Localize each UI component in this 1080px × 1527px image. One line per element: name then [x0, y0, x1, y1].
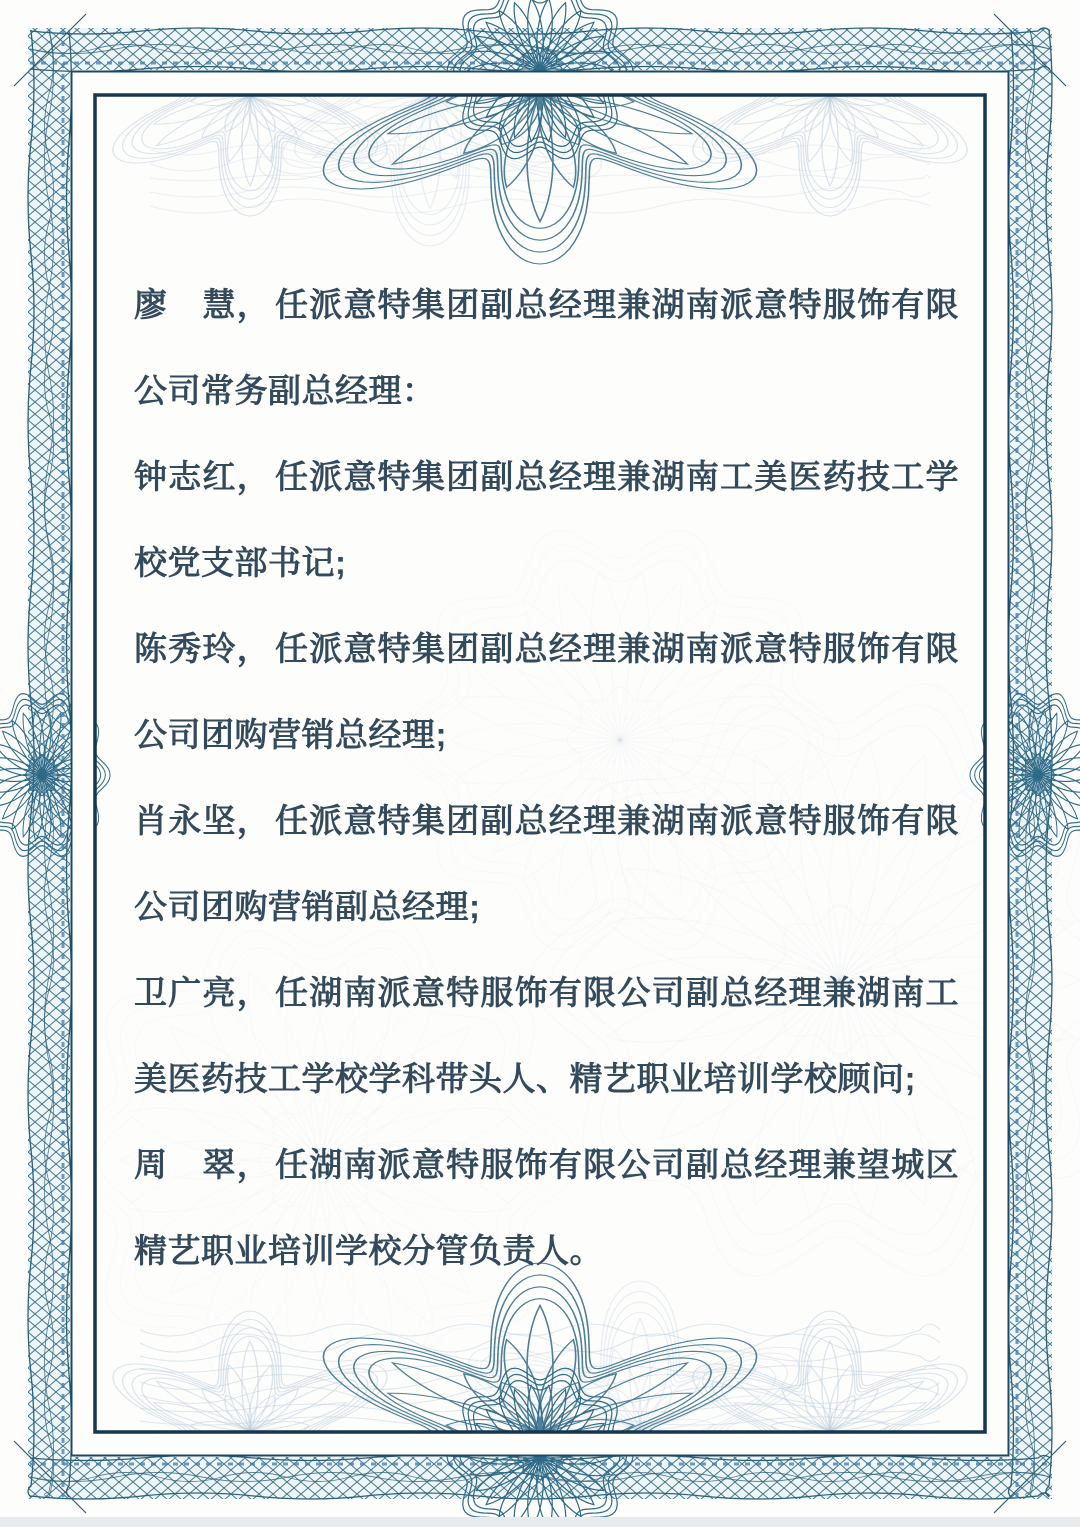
- person-title: 任派意特集团副总经理兼湖南工美医药技工学校党支部书记;: [134, 458, 960, 581]
- person-name: 陈秀玲，: [134, 630, 271, 667]
- person-title: 任湖南派意特服饰有限公司副总经理兼望城区精艺职业培训学校分管负责人。: [134, 1146, 960, 1269]
- person-title: 任派意特集团副总经理兼湖南派意特服饰有限公司团购营销副总经理;: [134, 802, 960, 925]
- appointment-entry: [134, 606, 959, 778]
- appointment-entry: [134, 950, 959, 1122]
- person-title: 任派意特集团副总经理兼湖南派意特服饰有限公司团购营销总经理;: [134, 630, 960, 753]
- person-name: 周 翠，: [134, 1146, 271, 1183]
- person-name: 钟志红，: [134, 458, 271, 495]
- person-title: 任派意特集团副总经理兼湖南派意特服饰有限公司常务副总经理：: [134, 286, 960, 409]
- person-name: 肖永坚，: [134, 802, 271, 839]
- person-name: 卫广亮，: [134, 974, 271, 1011]
- appointment-list: [134, 262, 959, 1294]
- appointment-entry: [134, 778, 959, 950]
- person-name: 廖 慧，: [134, 286, 271, 323]
- appointment-entry: [134, 1122, 959, 1294]
- person-title: 任湖南派意特服饰有限公司副总经理兼湖南工美医药技工学校学科带头人、精艺职业培训学校顾问;: [134, 974, 960, 1097]
- appointment-entry: [134, 434, 959, 606]
- appointment-entry: [134, 262, 959, 434]
- photo-bottom-edge: [0, 1517, 1080, 1527]
